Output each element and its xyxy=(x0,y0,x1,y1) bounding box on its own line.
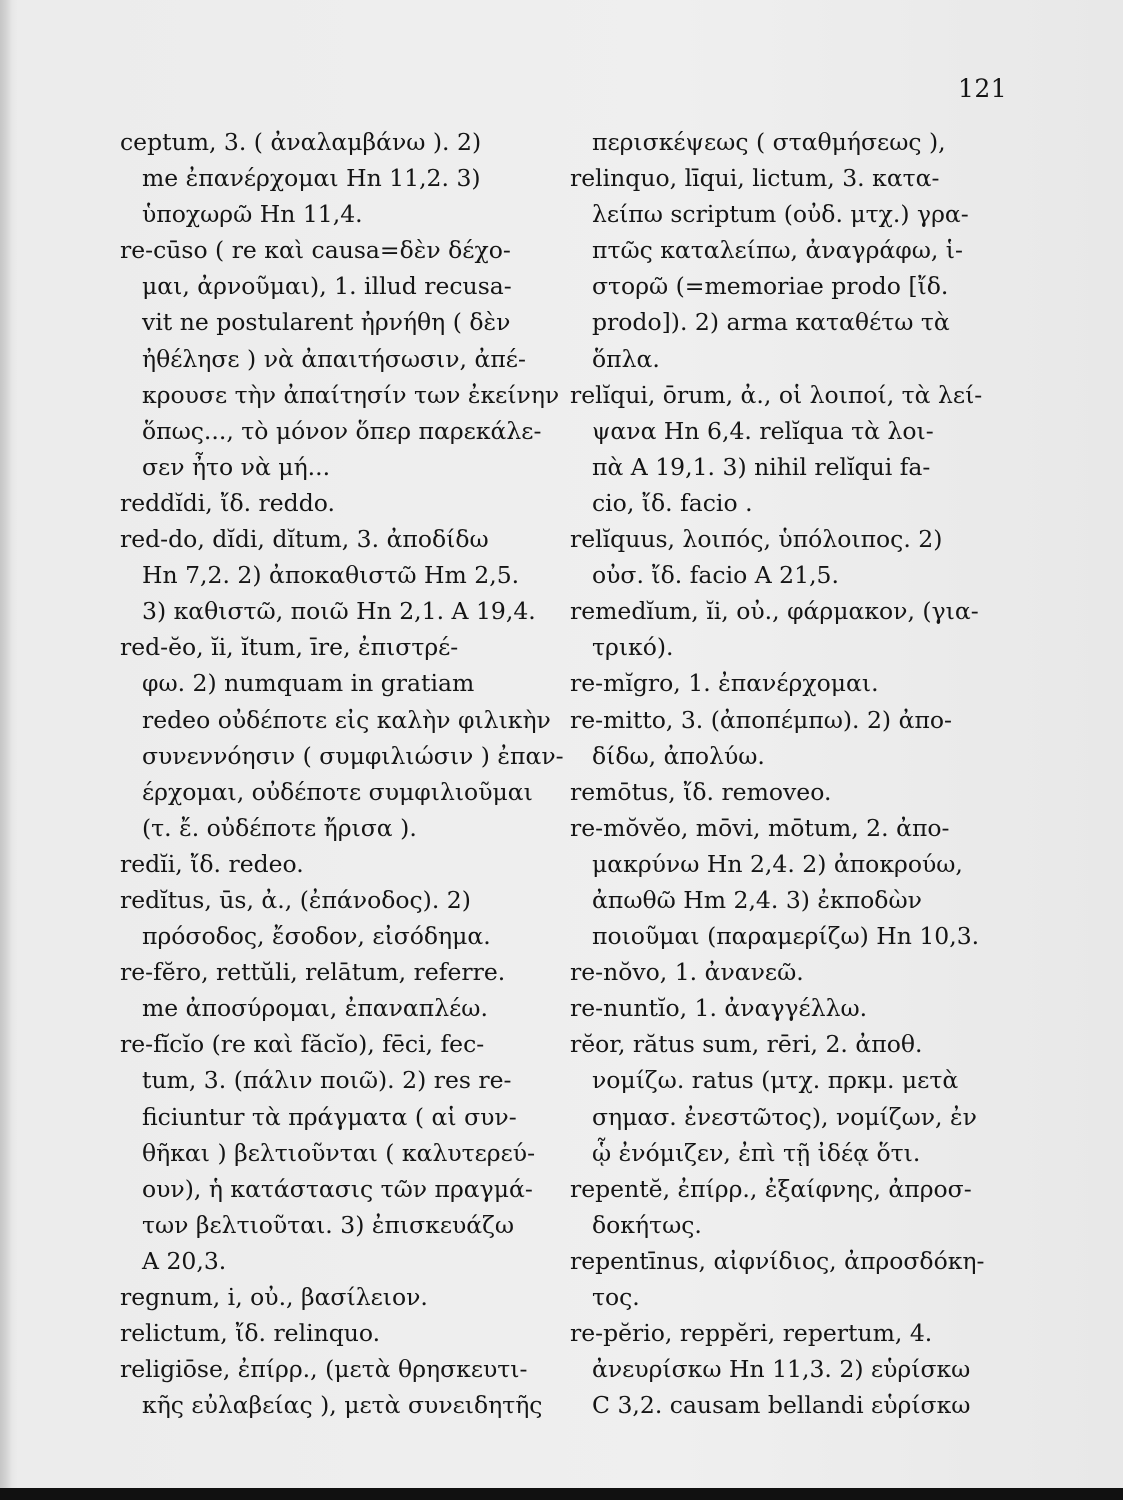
text-line: μακρύνω Hn 2,4. 2) ἀποκρούω, xyxy=(592,849,963,878)
text-line: (τ. ἔ. οὐδέποτε ἤρισα ). xyxy=(142,813,417,842)
text-line: ποιοῦμαι (παραμερίζω) Hn 10,3. xyxy=(592,922,980,951)
text-line: πτῶς καταλείπω, ἀναγράφω, ἱ- xyxy=(592,236,963,265)
text-line: δίδω, ἀπολύω. xyxy=(592,741,765,770)
text-line: vit ne postularent ἠρνήθη ( δὲν xyxy=(142,308,511,337)
text-line: C 3,2. causam bellandi εὑρίσκω xyxy=(592,1391,971,1420)
text-line: ουν), ἡ κατάστασις τῶν πραγμά- xyxy=(142,1174,533,1203)
text-line: τος. xyxy=(592,1283,640,1311)
text-line: rĕor, rătus sum, rēri, 2. ἀποθ. xyxy=(570,1030,923,1059)
text-line: redeo οὐδέποτε εἰς καλὴν φιλικὴν xyxy=(142,705,551,734)
text-line: red-do, dĭdi, dĭtum, 3. ἀποδίδω xyxy=(120,525,489,554)
text-line: ὑποχωρῶ Hn 11,4. xyxy=(142,200,363,229)
text-line: θῆκαι ) βελτιοῦνται ( καλυτερεύ- xyxy=(142,1138,536,1167)
text-line: relĭqui, ōrum, ἀ., οἱ λοιποί, τὰ λεί- xyxy=(570,380,983,409)
text-line: me ἐπανέρχομαι Hn 11,2. 3) xyxy=(142,164,481,193)
text-line: μαι, ἀρνοῦμαι), 1. illud recusa- xyxy=(142,272,512,301)
text-line: remedĭum, ĭi, οὐ., φάρμακον, (για- xyxy=(570,597,979,626)
text-line: relictum, ἴδ. relinquo. xyxy=(120,1319,381,1348)
text-line: A 20,3. xyxy=(142,1246,227,1275)
text-line: religiōse, ἐπίρρ., (μετὰ θρησκευτι- xyxy=(120,1355,528,1384)
text-line: tum, 3. (πάλιν ποιῶ). 2) res re- xyxy=(142,1066,512,1095)
text-line: re-mŏvĕo, mōvi, mōtum, 2. ἀπο- xyxy=(570,813,950,842)
text-line: re-nuntĭo, 1. ἀναγγέλλω. xyxy=(570,994,868,1023)
left-column xyxy=(120,124,564,1423)
text-line: ψανα Hn 6,4. relĭqua τὰ λοι- xyxy=(592,416,934,445)
text-line: me ἀποσύρομαι, ἐπαναπλέω. xyxy=(142,994,488,1023)
text-line: συνεννόησιν ( συμφιλιώσιν ) ἐπαν- xyxy=(142,741,564,770)
text-line: κρουσε τὴν ἀπαίτησίν των ἐκείνην xyxy=(142,380,560,409)
text-line: prodo]). 2) arma καταθέτω τὰ xyxy=(592,308,950,337)
text-line: relĭquus, λοιπός, ὑπόλοιπος. 2) xyxy=(570,525,943,554)
text-line: στορῶ (=memoriae prodo [ἴδ. xyxy=(592,272,949,301)
text-line: redĭi, ἴδ. redeo. xyxy=(120,849,304,878)
text-line: ὅπως..., τὸ μόνον ὅπερ παρεκάλε- xyxy=(142,416,542,445)
text-line: σημασ. ἐνεστῶτος), νομίζων, ἐν xyxy=(592,1102,977,1131)
text-line: re-mitto, 3. (ἀποπέμπω). 2) ἀπο- xyxy=(570,705,952,734)
right-column xyxy=(570,124,1010,1423)
text-line: περισκέψεως ( σταθμήσεως ), xyxy=(592,128,946,156)
text-line: ficiuntur τὰ πράγματα ( αἱ συν- xyxy=(142,1102,517,1131)
text-line: cio, ἴδ. facio . xyxy=(592,488,753,517)
text-line: φω. 2) numquam in gratiam xyxy=(142,669,475,698)
text-line: ἠθέλησε ) νὰ ἀπαιτήσωσιν, ἀπέ- xyxy=(142,344,526,373)
text-line: πὰ A 19,1. 3) nihil relĭqui fa- xyxy=(592,452,931,481)
text-line: δοκήτως. xyxy=(592,1210,702,1239)
page-shadow xyxy=(0,0,12,1500)
text-line: regnum, i, οὐ., βασίλειον. xyxy=(120,1283,428,1311)
text-line: νομίζω. ratus (μτχ. πρκμ. μετὰ xyxy=(592,1066,959,1095)
text-line: Hn 7,2. 2) ἀποκαθιστῶ Hm 2,5. xyxy=(142,561,520,590)
text-line: 3) καθιστῶ, ποιῶ Hn 2,1. A 19,4. xyxy=(142,597,536,626)
page-number: 121 xyxy=(958,74,1008,103)
text-line: ὅπλα. xyxy=(592,344,660,373)
text-line: σεν ἦτο νὰ μή... xyxy=(142,452,331,481)
scan-bottom-edge xyxy=(0,1488,1123,1500)
text-line: οὐσ. ἴδ. facio A 21,5. xyxy=(592,561,839,590)
text-line: ἀνευρίσκω Hn 11,3. 2) εὑρίσκω xyxy=(592,1355,971,1384)
text-line: ᾧ ἐνόμιζεν, ἐπὶ τῇ ἰδέᾳ ὅτι. xyxy=(592,1138,921,1167)
text-line: re-cūso ( re καὶ causa=δὲν δέχο- xyxy=(120,236,511,265)
text-line: re-fĕro, rettŭli, relātum, referre. xyxy=(120,958,506,987)
text-line: των βελτιοῦται. 3) ἐπισκευάζω xyxy=(142,1210,515,1239)
text-line: πρόσοδος, ἔσοδον, εἰσόδημα. xyxy=(142,922,491,951)
text-line: re-nŏvo, 1. ἀνανεῶ. xyxy=(570,958,804,987)
text-line: red-ĕo, ĭi, ĭtum, īre, ἐπιστρέ- xyxy=(120,633,459,662)
text-line: re-pĕrio, reppĕri, repertum, 4. xyxy=(570,1319,933,1348)
text-line: repentīnus, αἰφνίδιος, ἀπροσδόκη- xyxy=(570,1246,985,1275)
text-line: re-fĭcĭo (re καὶ făcĭo), fēci, fec- xyxy=(120,1030,485,1059)
text-line: relinquo, līqui, lictum, 3. κατα- xyxy=(570,164,940,193)
text-line: reddĭdi, ἴδ. reddo. xyxy=(120,488,335,517)
text-line: κῆς εὐλαβείας ), μετὰ συνειδητῆς xyxy=(142,1391,543,1420)
text-line: τρικό). xyxy=(592,633,674,662)
text-line: remōtus, ἴδ. removeo. xyxy=(570,777,832,806)
text-line: έρχομαι, οὐδέποτε συμφιλιοῦμαι xyxy=(142,777,533,806)
text-line: re-mĭgro, 1. ἐπανέρχομαι. xyxy=(570,669,879,698)
text-line: λείπω scriptum (οὐδ. μτχ.) γρα- xyxy=(592,200,969,229)
text-line: redĭtus, ūs, ἀ., (ἐπάνοδος). 2) xyxy=(120,885,471,914)
text-line: ceptum, 3. ( ἀναλαμβάνω ). 2) xyxy=(120,128,482,156)
text-line: ἀπωθῶ Hm 2,4. 3) ἐκποδὼν xyxy=(592,885,922,914)
text-line: repentĕ, ἐπίρρ., ἐξαίφνης, ἀπροσ- xyxy=(570,1174,972,1203)
